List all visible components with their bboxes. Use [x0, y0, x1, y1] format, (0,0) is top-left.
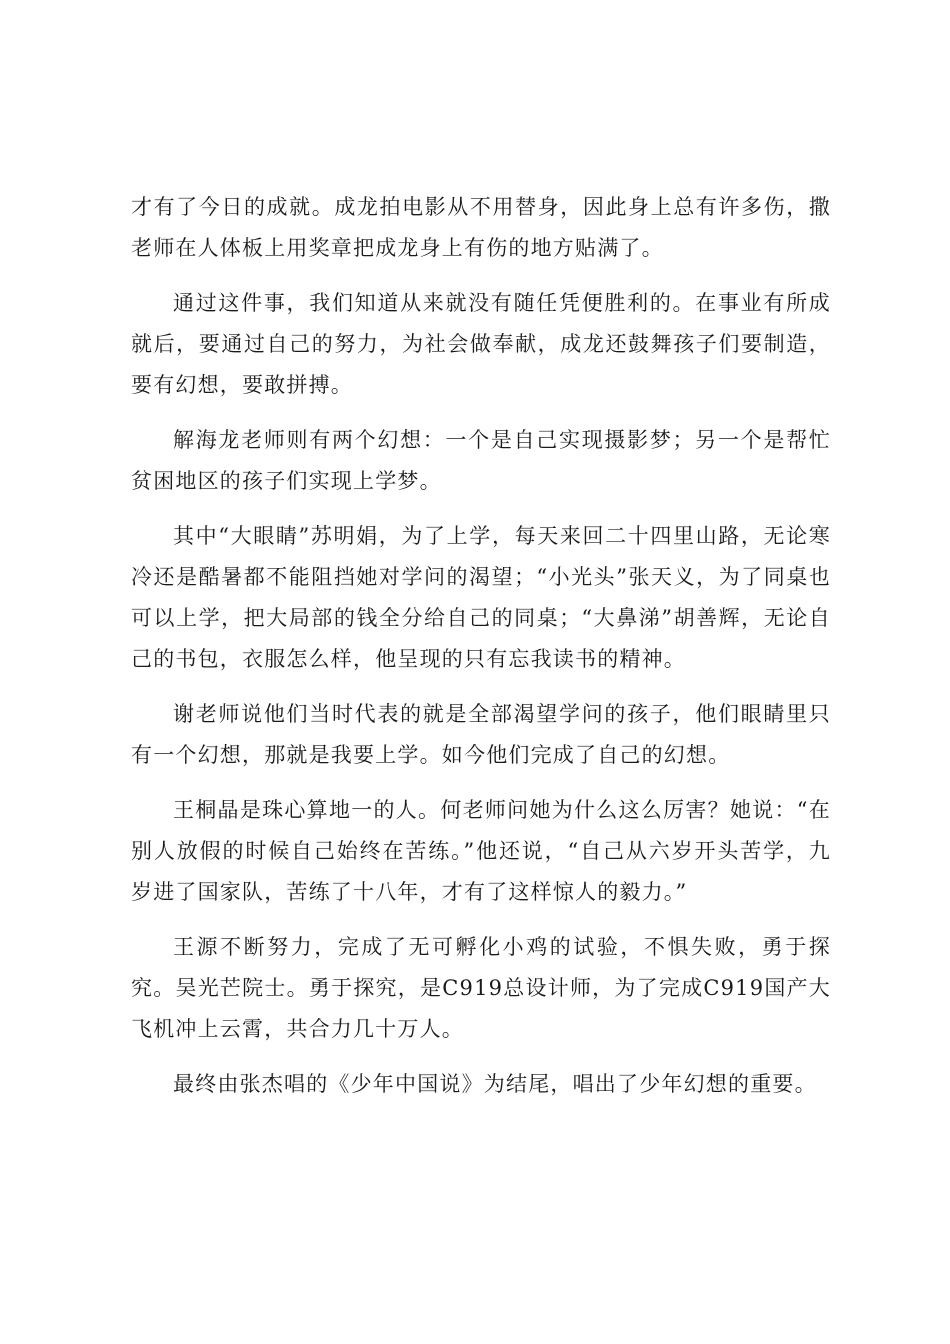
paragraph-5: 谢老师说他们当时代表的就是全部渴望学问的孩子，他们眼睛里只有一个幻想，那就是我要上学。如今他们完成了自己的幻想。: [131, 702, 831, 767]
document-body: [131, 187, 831, 1119]
paragraph-6: 王桐晶是珠心算地一的人。何老师问她为什么这么厉害？她说：“在别人放假的时候自己始终在苦练。”他还说，“自己从六岁开头苦学，九岁进了国家队，苦练了十八年，才有了这样惊人的毅力。”: [131, 798, 831, 904]
paragraph-3: 解海龙老师则有两个幻想：一个是自己实现摄影梦；另一个是帮忙贫困地区的孩子们实现上学梦。: [131, 428, 831, 493]
paragraph-4: 其中“大眼睛”苏明娟，为了上学，每天来回二十四里山路，无论寒冷还是酷暑都不能阻挡她对学问的渴望；“小光头”张天义，为了同桌也可以上学，把大局部的钱全分给自己的同桌；“大鼻涕”胡善辉，无论自己的书包，衣服怎么样，他呈现的只有忘我读书的精神。: [131, 524, 831, 671]
paragraph-1: 才有了今日的成就。成龙拍电影从不用替身，因此身上总有许多伤，撒老师在人体板上用奖章把成龙身上有伤的地方贴满了。: [131, 195, 831, 260]
paragraph-7: 王源不断努力，完成了无可孵化小鸡的试验，不惧失败，勇于探究。吴光芒院士。勇于探究，是C919总设计师，为了完成C919国产大飞机冲上云霄，共合力几十万人。: [131, 935, 831, 1041]
paragraph-2: 通过这件事，我们知道从来就没有随任凭便胜利的。在事业有所成就后，要通过自己的努力，为社会做奉献，成龙还鼓舞孩子们要制造，要有幻想，要敢拼搏。: [131, 291, 831, 397]
paragraph-8: 最终由张杰唱的《少年中国说》为结尾，唱出了少年幻想的重要。: [173, 1072, 817, 1096]
